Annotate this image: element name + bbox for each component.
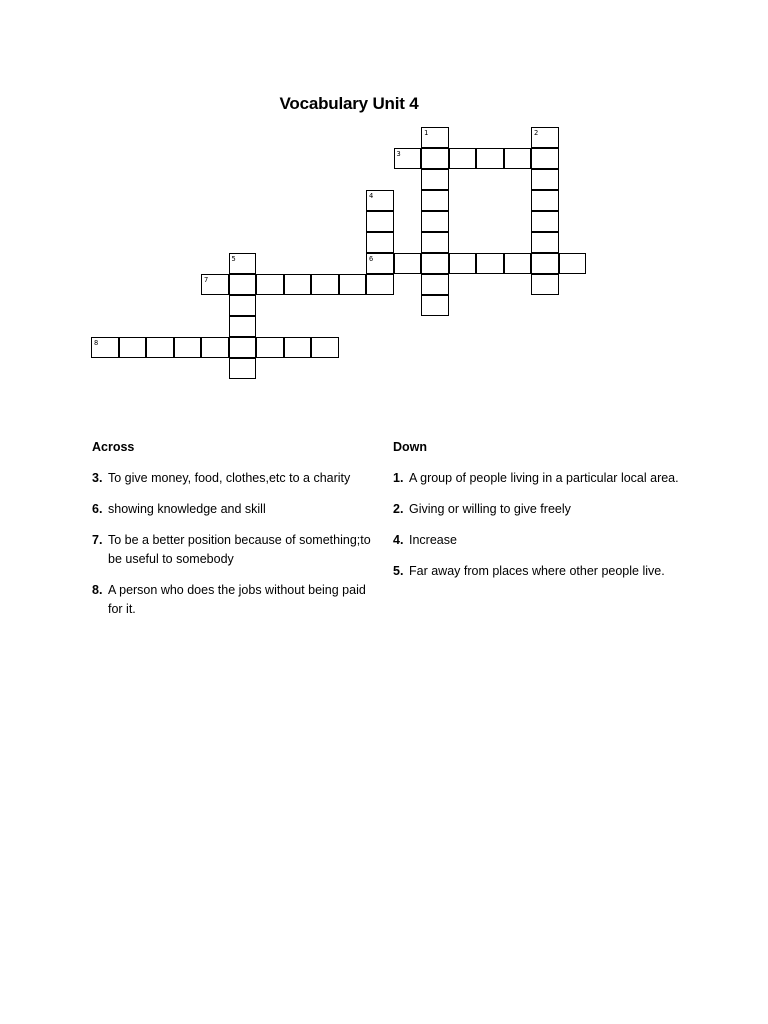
crossword-cell[interactable] [559,253,587,274]
crossword-cell[interactable] [366,211,394,232]
crossword-cell[interactable] [531,232,559,253]
page-title: Vocabulary Unit 4 [279,94,419,113]
crossword-cell[interactable] [531,190,559,211]
crossword-cell[interactable] [421,169,449,190]
clue-text: Far away from places where other people live. [409,564,665,578]
cell-number: 1 [424,129,429,137]
crossword-cell[interactable] [366,190,394,211]
crossword-cell[interactable] [284,337,312,358]
clue-number: 4. [393,533,404,547]
clue-number: 5. [393,564,404,578]
cell-number: 3 [396,150,401,158]
down-heading: Down [393,440,428,454]
crossword-cell[interactable] [476,148,504,169]
crossword-cell[interactable] [229,316,257,337]
crossword-cell[interactable] [476,253,504,274]
crossword-cell[interactable] [284,274,312,295]
crossword-cell[interactable] [229,358,257,379]
crossword-cell[interactable] [504,253,532,274]
crossword-cell[interactable] [366,274,394,295]
crossword-grid [0,0,768,400]
crossword-cell[interactable] [421,232,449,253]
crossword-cell[interactable] [311,337,339,358]
crossword-cell[interactable] [146,337,174,358]
crossword-cell[interactable] [421,148,449,169]
crossword-cell[interactable] [339,274,367,295]
down-clues [393,438,683,593]
clue-text: To give money, food, clothes,etc to a charity [108,471,351,485]
crossword-cell[interactable] [366,253,394,274]
cell-number: 2 [534,129,539,137]
crossword-cell[interactable] [421,295,449,316]
crossword-cell[interactable] [449,148,477,169]
crossword-cell[interactable] [531,274,559,295]
clue-text: Giving or willing to give freely [409,502,571,516]
crossword-cell[interactable] [531,169,559,190]
cell-number: 4 [369,192,374,200]
crossword-cell[interactable] [229,253,257,274]
clue-down-5 [393,562,683,581]
crossword-cell[interactable] [504,148,532,169]
clue-number: 2. [393,502,404,516]
crossword-cell[interactable] [531,148,559,169]
crossword-cell[interactable] [421,211,449,232]
crossword-cell[interactable] [421,190,449,211]
clue-text: showing knowledge and skill [108,502,266,516]
cell-number: 8 [94,339,99,347]
clue-across-3 [92,469,382,488]
crossword-cell[interactable] [531,211,559,232]
clue-number: 6. [92,502,103,516]
crossword-cell[interactable] [421,274,449,295]
crossword-cell[interactable] [229,274,257,295]
across-heading: Across [92,440,135,454]
clue-down-1 [393,469,683,488]
clue-number: 7. [92,533,103,547]
clue-number: 3. [92,471,103,485]
crossword-cell[interactable] [229,337,257,358]
cell-number: 6 [369,255,374,263]
crossword-cell[interactable] [256,274,284,295]
across-clues [92,438,382,631]
crossword-cell[interactable] [531,127,559,148]
crossword-cell[interactable] [394,148,422,169]
clue-number: 1. [393,471,404,485]
crossword-cell[interactable] [201,337,229,358]
crossword-cell[interactable] [421,253,449,274]
crossword-cell[interactable] [119,337,147,358]
clue-number: 8. [92,583,103,597]
crossword-cell[interactable] [229,295,257,316]
crossword-cell[interactable] [201,274,229,295]
crossword-cell[interactable] [174,337,202,358]
crossword-cell[interactable] [394,253,422,274]
cell-number: 7 [204,276,209,284]
clue-text: Increase [409,533,457,547]
crossword-cell[interactable] [366,232,394,253]
crossword-cell[interactable] [449,253,477,274]
clue-text: A person who does the jobs without being paid for it. [108,583,366,616]
clue-down-4 [393,531,683,550]
crossword-cell[interactable] [531,253,559,274]
clue-text: To be a better position because of something;to be useful to somebody [108,533,371,566]
cell-number: 5 [231,255,236,263]
crossword-cell[interactable] [421,127,449,148]
crossword-cell[interactable] [91,337,119,358]
clue-text: A group of people living in a particular local area. [409,471,679,485]
clue-down-2 [393,500,683,519]
crossword-cell[interactable] [256,337,284,358]
crossword-cell[interactable] [311,274,339,295]
clue-across-7 [92,531,382,569]
clue-across-8 [92,581,382,619]
clue-across-6 [92,500,382,519]
